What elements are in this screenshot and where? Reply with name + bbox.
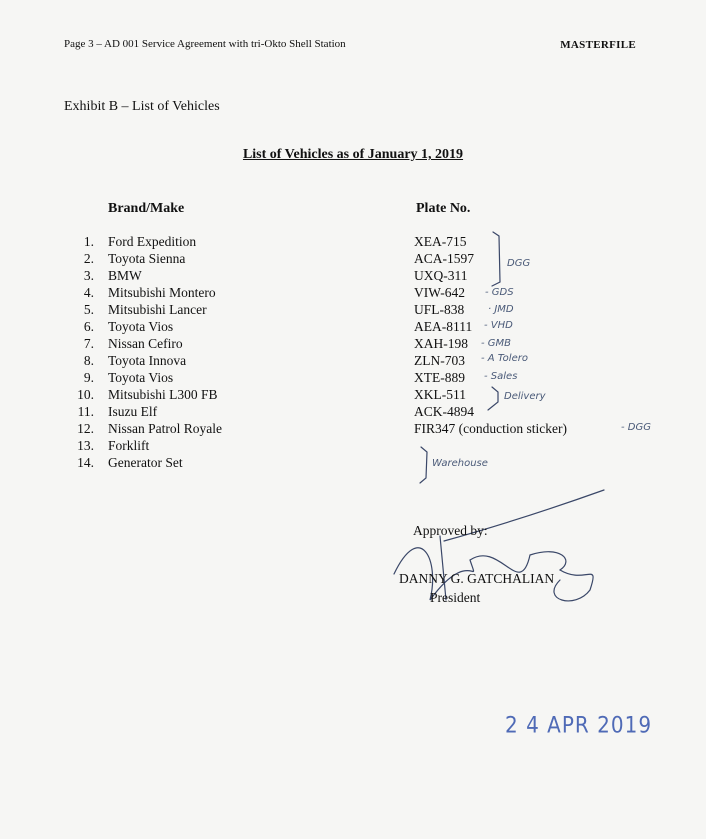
- item-brand: Mitsubishi L300 FB: [108, 387, 218, 402]
- annotation-row12: - DGG: [621, 422, 651, 433]
- item-brand: Generator Set: [108, 455, 183, 470]
- approved-by-label: Approved by:: [413, 523, 488, 538]
- list-title: List of Vehicles as of January 1, 2019: [242, 147, 464, 162]
- item-number: 9.: [83, 370, 94, 385]
- annotation-row6: - VHD: [484, 320, 513, 331]
- exhibit-title: Exhibit B – List of Vehicles: [64, 99, 220, 114]
- item-plate: UXQ-311: [414, 268, 468, 283]
- item-brand: Mitsubishi Lancer: [108, 302, 207, 317]
- item-plate: XEA-715: [414, 234, 467, 249]
- item-number: 1.: [83, 234, 94, 249]
- item-plate: FIR347 (conduction sticker): [414, 421, 567, 436]
- item-number: 8.: [83, 353, 94, 368]
- item-number: 7.: [83, 336, 94, 351]
- item-brand: Toyota Innova: [108, 353, 187, 368]
- annotation-warehouse: Warehouse: [432, 458, 488, 469]
- item-number: 2.: [83, 251, 94, 266]
- signatory-title: President: [430, 590, 481, 605]
- item-plate: VIW-642: [414, 285, 465, 300]
- item-number: 4.: [83, 285, 94, 300]
- item-plate: UFL-838: [414, 302, 465, 317]
- item-brand: Toyota Vios: [108, 319, 174, 334]
- item-number: 10.: [77, 387, 94, 402]
- item-brand: Ford Expedition: [108, 234, 197, 249]
- item-plate: XTE-889: [414, 370, 465, 385]
- annotation-row5: · JMD: [488, 304, 514, 315]
- annotation-row8: - A Tolero: [481, 353, 528, 364]
- date-stamp: 2 4 APR 2019: [505, 711, 653, 739]
- bracket-rows-10-11: [488, 387, 498, 410]
- bracket-rows-13-14: [420, 447, 427, 483]
- annotation-dgg: DGG: [507, 258, 531, 269]
- item-brand: Toyota Sienna: [108, 251, 186, 266]
- item-plate: ACA-1597: [414, 251, 474, 266]
- item-brand: Nissan Cefiro: [108, 336, 183, 351]
- item-brand: Isuzu Elf: [108, 404, 158, 419]
- signatory-name: DANNY G. GATCHALIAN: [399, 571, 555, 586]
- item-number: 13.: [77, 438, 94, 453]
- item-brand: Forklift: [108, 438, 150, 453]
- page-header-right: MASTERFILE: [560, 39, 636, 51]
- page-header-left: Page 3 – AD 001 Service Agreement with tri-Okto Shell Station: [64, 38, 346, 50]
- item-plate: XAH-198: [414, 336, 468, 351]
- item-number: 6.: [83, 319, 94, 334]
- item-plate: XKL-511: [414, 387, 466, 402]
- item-brand: BMW: [108, 268, 142, 283]
- item-plate: ACK-4894: [414, 404, 474, 419]
- item-brand: Nissan Patrol Royale: [108, 421, 222, 436]
- item-number: 3.: [83, 268, 94, 283]
- annotation-row9: - Sales: [484, 371, 518, 382]
- item-number: 11.: [77, 404, 94, 419]
- item-plate: AEA-8111: [414, 319, 473, 334]
- annotation-row4: - GDS: [485, 287, 514, 298]
- item-number: 12.: [77, 421, 94, 436]
- item-plate: ZLN-703: [414, 353, 465, 368]
- item-brand: Mitsubishi Montero: [108, 285, 216, 300]
- annotation-row7: - GMB: [481, 338, 512, 349]
- item-number: 14.: [77, 455, 94, 470]
- column-header-brand: Brand/Make: [108, 201, 185, 216]
- column-header-plate: Plate No.: [416, 201, 471, 216]
- item-brand: Toyota Vios: [108, 370, 174, 385]
- bracket-rows-1-3: [492, 232, 500, 286]
- annotation-delivery: Delivery: [504, 391, 546, 402]
- item-number: 5.: [83, 302, 94, 317]
